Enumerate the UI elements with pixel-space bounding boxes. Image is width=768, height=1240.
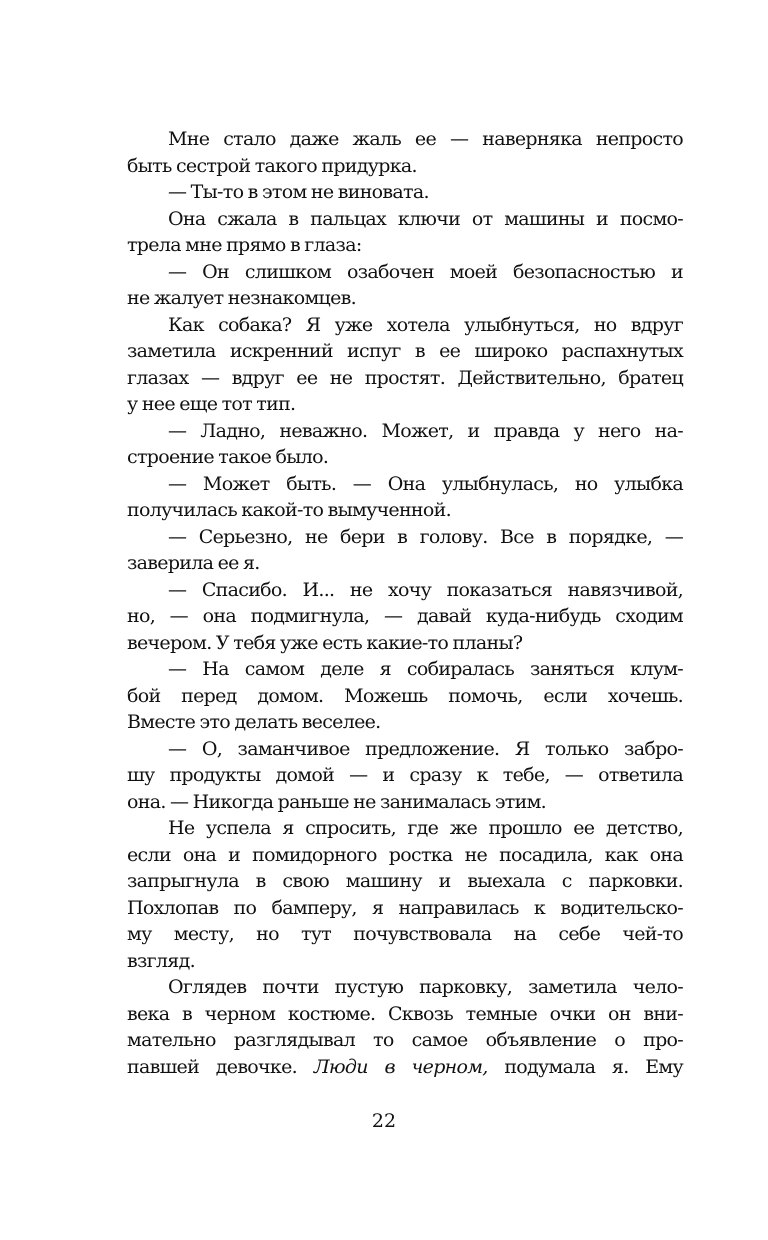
final-line-after: подумала я. Ему (487, 1055, 683, 1078)
text-line: мательно разглядывал то самое объявление о про- (127, 1029, 683, 1051)
text-line: она. — Никогда раньше не занималась этим. (127, 790, 546, 813)
text-line: но, — она подмигнула, — давай куда-нибудь сходим (127, 605, 683, 627)
text-line: если она и помидорного ростка не посадила, как она (127, 843, 683, 866)
text-line: Вместе это делать веселее. (127, 711, 381, 733)
text-line-final (127, 1054, 683, 1081)
text-line: трела мне прямо в глаза: (127, 234, 362, 256)
text-line: — Спасибо. И... не хочу показаться навязчивой, (168, 578, 683, 601)
text-line: — Он слишком озабочен моей безопасностью и (168, 260, 683, 283)
text-lines (127, 126, 683, 1054)
text-line: — Может быть. — Она улыбнулась, но улыбка (168, 472, 683, 495)
text-line: строение такое было. (127, 446, 329, 468)
text-line: заверила ее я. (127, 552, 260, 574)
text-line: у нее еще тот тип. (127, 393, 296, 415)
text-line: взгляд. (127, 949, 195, 972)
text-line: му месту, но тут почувствовала на себе чей-то (127, 923, 683, 945)
text-line: Не успела я спросить, где же прошло ее детство, (168, 817, 683, 839)
text-line: вечером. У тебя уже есть какие-то планы? (127, 631, 523, 654)
text-line: века в черном костюме. Сквозь темные очки он вни- (127, 1002, 683, 1025)
final-line-italic: Люди в черном, (313, 1055, 488, 1078)
text-line: запрыгнула в свою машину и выехала с парковки. (127, 870, 683, 892)
text-line: быть сестрой такого придурка. (127, 154, 417, 177)
text-line: получилась какой-то вымученной. (127, 499, 451, 521)
body-text (127, 126, 683, 1080)
text-line: — Ладно, неважно. Может, и правда у него на- (168, 419, 683, 442)
text-line: не жалует незнакомцев. (127, 287, 356, 309)
text-line: Оглядев почти пустую парковку, заметила чело- (168, 976, 683, 998)
text-line: бой перед домом. Можешь помочь, если хочешь. (127, 684, 683, 707)
text-line: Мне стало даже жаль ее — наверняка непросто (168, 128, 683, 150)
text-line: — Ты-то в этом не виновата. (168, 181, 429, 203)
text-line: Она сжала в пальцах ключи от машины и посмо- (168, 207, 683, 230)
text-line: — О, заманчивое предложение. Я только забро- (168, 737, 683, 760)
final-line-before: павшей девочке. (127, 1055, 314, 1078)
text-line: Похлопав по бамперу, я направилась к водительско- (127, 896, 683, 919)
text-line: глазах — вдруг ее не простят. Действительно, братец (127, 366, 683, 389)
page-number: 22 (371, 1110, 397, 1132)
text-line: Как собака? Я уже хотела улыбнуться, но вдруг (168, 313, 683, 336)
text-line: шу продукты домой — и сразу к тебе, — ответила (127, 764, 683, 786)
text-line: заметила искренний испуг в ее широко распахнутых (127, 340, 683, 362)
text-line: — На самом деле я собиралась заняться клум- (168, 658, 683, 680)
text-line: — Серьезно, не бери в голову. Все в порядке, — (168, 525, 683, 548)
